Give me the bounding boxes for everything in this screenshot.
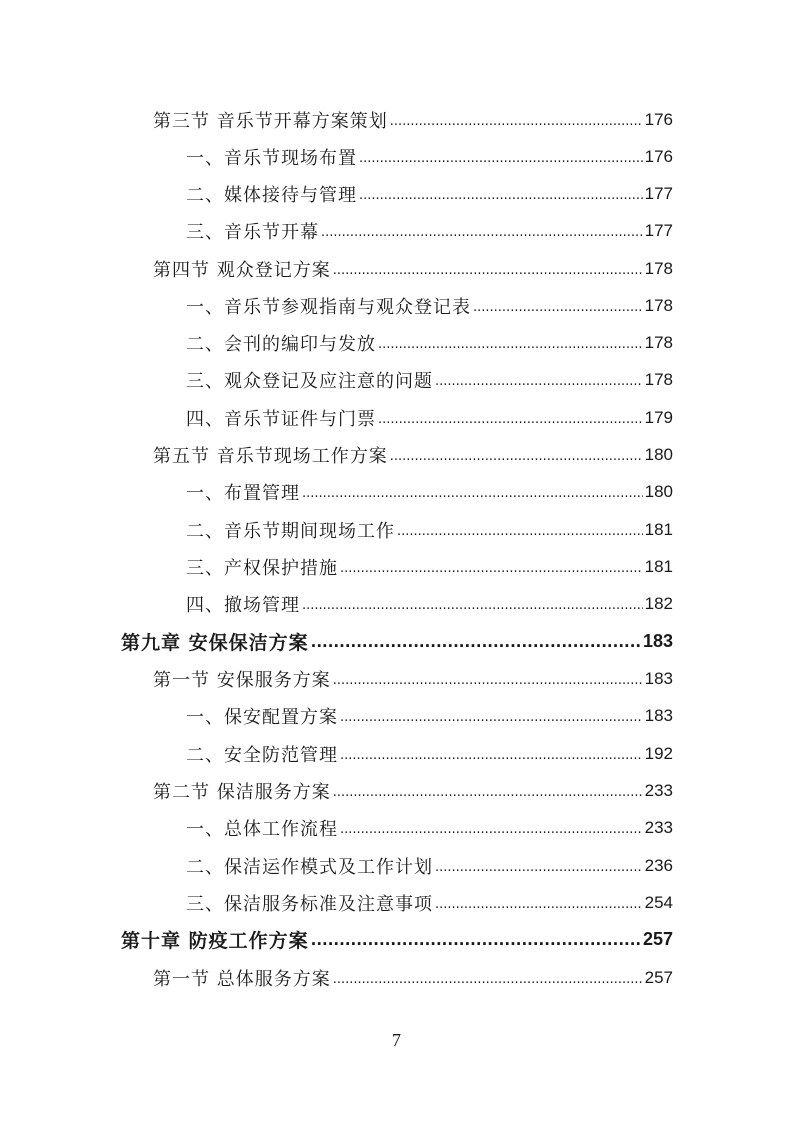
toc-entry-page: 181 [644, 556, 673, 576]
toc-entry-item[interactable] [186, 585, 673, 622]
toc-entry-label: 一、总体工作流程 [186, 818, 338, 840]
toc-entry-page: 180 [644, 444, 673, 464]
toc-entry-section[interactable] [153, 250, 673, 287]
toc-entry-item[interactable] [186, 847, 673, 884]
toc-entry-page: 176 [644, 146, 673, 166]
toc-entry-page: 181 [644, 519, 673, 539]
dot-leader [340, 748, 643, 772]
toc-entry-page: 182 [644, 593, 673, 613]
toc-entry-label: 第十章 防疫工作方案 [121, 930, 309, 952]
toc-entry-page: 178 [644, 332, 673, 352]
toc-entry-label: 第一节 总体服务方案 [153, 968, 331, 990]
toc-entry-section[interactable] [153, 436, 673, 473]
dot-leader [311, 633, 641, 660]
toc-entry-label: 第五节 音乐节现场工作方案 [153, 445, 388, 467]
toc-entry-page: 236 [644, 855, 673, 875]
toc-entry-chapter[interactable] [121, 921, 673, 958]
toc-entry-item[interactable] [186, 884, 673, 921]
toc-entry-item[interactable] [186, 548, 673, 585]
toc-entry-item[interactable] [186, 399, 673, 436]
dot-leader [333, 785, 643, 809]
dot-leader [333, 972, 643, 996]
dot-leader [359, 188, 643, 212]
toc-entry-label: 第一节 安保服务方案 [153, 669, 331, 691]
toc-entry-page: 176 [644, 109, 673, 129]
toc-entry-page: 178 [644, 258, 673, 278]
page-number: 7 [392, 1030, 401, 1050]
toc-entry-page: 178 [644, 295, 673, 315]
toc-entry-item[interactable] [186, 735, 673, 772]
dot-leader [473, 300, 643, 324]
toc-entry-label: 一、布置管理 [186, 482, 300, 504]
toc-entry-label: 第二节 保洁服务方案 [153, 781, 331, 803]
toc-entry-label: 三、产权保护措施 [186, 557, 338, 579]
toc-entry-page: 233 [644, 780, 673, 800]
dot-leader [378, 412, 643, 436]
toc-entry-page: 183 [644, 705, 673, 725]
toc-entry-page: 179 [644, 407, 673, 427]
dot-leader [302, 486, 643, 510]
dot-leader [302, 598, 643, 622]
toc-entry-page: 177 [644, 183, 673, 203]
toc-entry-chapter[interactable] [121, 623, 673, 660]
toc-entry-item[interactable] [186, 138, 673, 175]
toc-entry-page: 180 [644, 481, 673, 501]
dot-leader [390, 114, 643, 138]
dot-leader [390, 449, 643, 473]
toc-entry-label: 一、音乐节参观指南与观众登记表 [186, 296, 471, 318]
toc-entry-label: 三、音乐节开幕 [186, 221, 319, 243]
toc-entry-label: 第四节 观众登记方案 [153, 259, 331, 281]
toc-entry-item[interactable] [186, 361, 673, 398]
toc-entry-label: 二、会刊的编印与发放 [186, 333, 376, 355]
dot-leader [340, 710, 643, 734]
dot-leader [359, 151, 643, 175]
toc-entry-label: 二、安全防范管理 [186, 744, 338, 766]
dot-leader [378, 337, 643, 361]
dot-leader [435, 374, 643, 398]
toc-entry-label: 第三节 音乐节开幕方案策划 [153, 110, 388, 132]
toc-entry-section[interactable] [153, 959, 673, 996]
toc-entry-item[interactable] [186, 809, 673, 846]
toc-entry-page: 177 [644, 220, 673, 240]
toc-entry-label: 二、音乐节期间现场工作 [186, 520, 395, 542]
toc-entry-label: 四、撤场管理 [186, 594, 300, 616]
toc-entry-label: 第九章 安保保洁方案 [121, 632, 309, 654]
dot-leader [435, 860, 643, 884]
dot-leader [333, 263, 643, 287]
dot-leader [435, 897, 643, 921]
toc-entry-item[interactable] [186, 324, 673, 361]
toc-entry-label: 三、观众登记及应注意的问题 [186, 370, 433, 392]
toc-entry-item[interactable] [186, 697, 673, 734]
dot-leader [321, 225, 643, 249]
dot-leader [340, 561, 643, 585]
toc-entry-page: 257 [642, 929, 673, 949]
toc-entry-label: 四、音乐节证件与门票 [186, 408, 376, 430]
toc-entry-page: 257 [644, 967, 673, 987]
toc-entry-item[interactable] [186, 511, 673, 548]
toc-entry-label: 一、保安配置方案 [186, 706, 338, 728]
toc-entry-section[interactable] [153, 660, 673, 697]
toc-entry-section[interactable] [153, 772, 673, 809]
dot-leader [311, 931, 641, 958]
toc-entry-page: 178 [644, 369, 673, 389]
toc-entry-item[interactable] [186, 287, 673, 324]
toc-entry-item[interactable] [186, 212, 673, 249]
toc-entry-label: 二、媒体接待与管理 [186, 184, 357, 206]
dot-leader [397, 524, 643, 548]
toc-entry-section[interactable] [153, 101, 673, 138]
toc-entry-page: 254 [644, 892, 673, 912]
toc-entry-page: 183 [644, 668, 673, 688]
dot-leader [333, 673, 643, 697]
toc-entry-page: 192 [644, 743, 673, 763]
dot-leader [340, 822, 643, 846]
toc-entry-label: 二、保洁运作模式及工作计划 [186, 856, 433, 878]
toc-entry-item[interactable] [186, 175, 673, 212]
toc-entry-item[interactable] [186, 473, 673, 510]
toc-entry-page: 183 [642, 631, 673, 651]
toc-entry-page: 233 [644, 817, 673, 837]
toc-entry-label: 三、保洁服务标准及注意事项 [186, 893, 433, 915]
toc-entry-label: 一、音乐节现场布置 [186, 147, 357, 169]
